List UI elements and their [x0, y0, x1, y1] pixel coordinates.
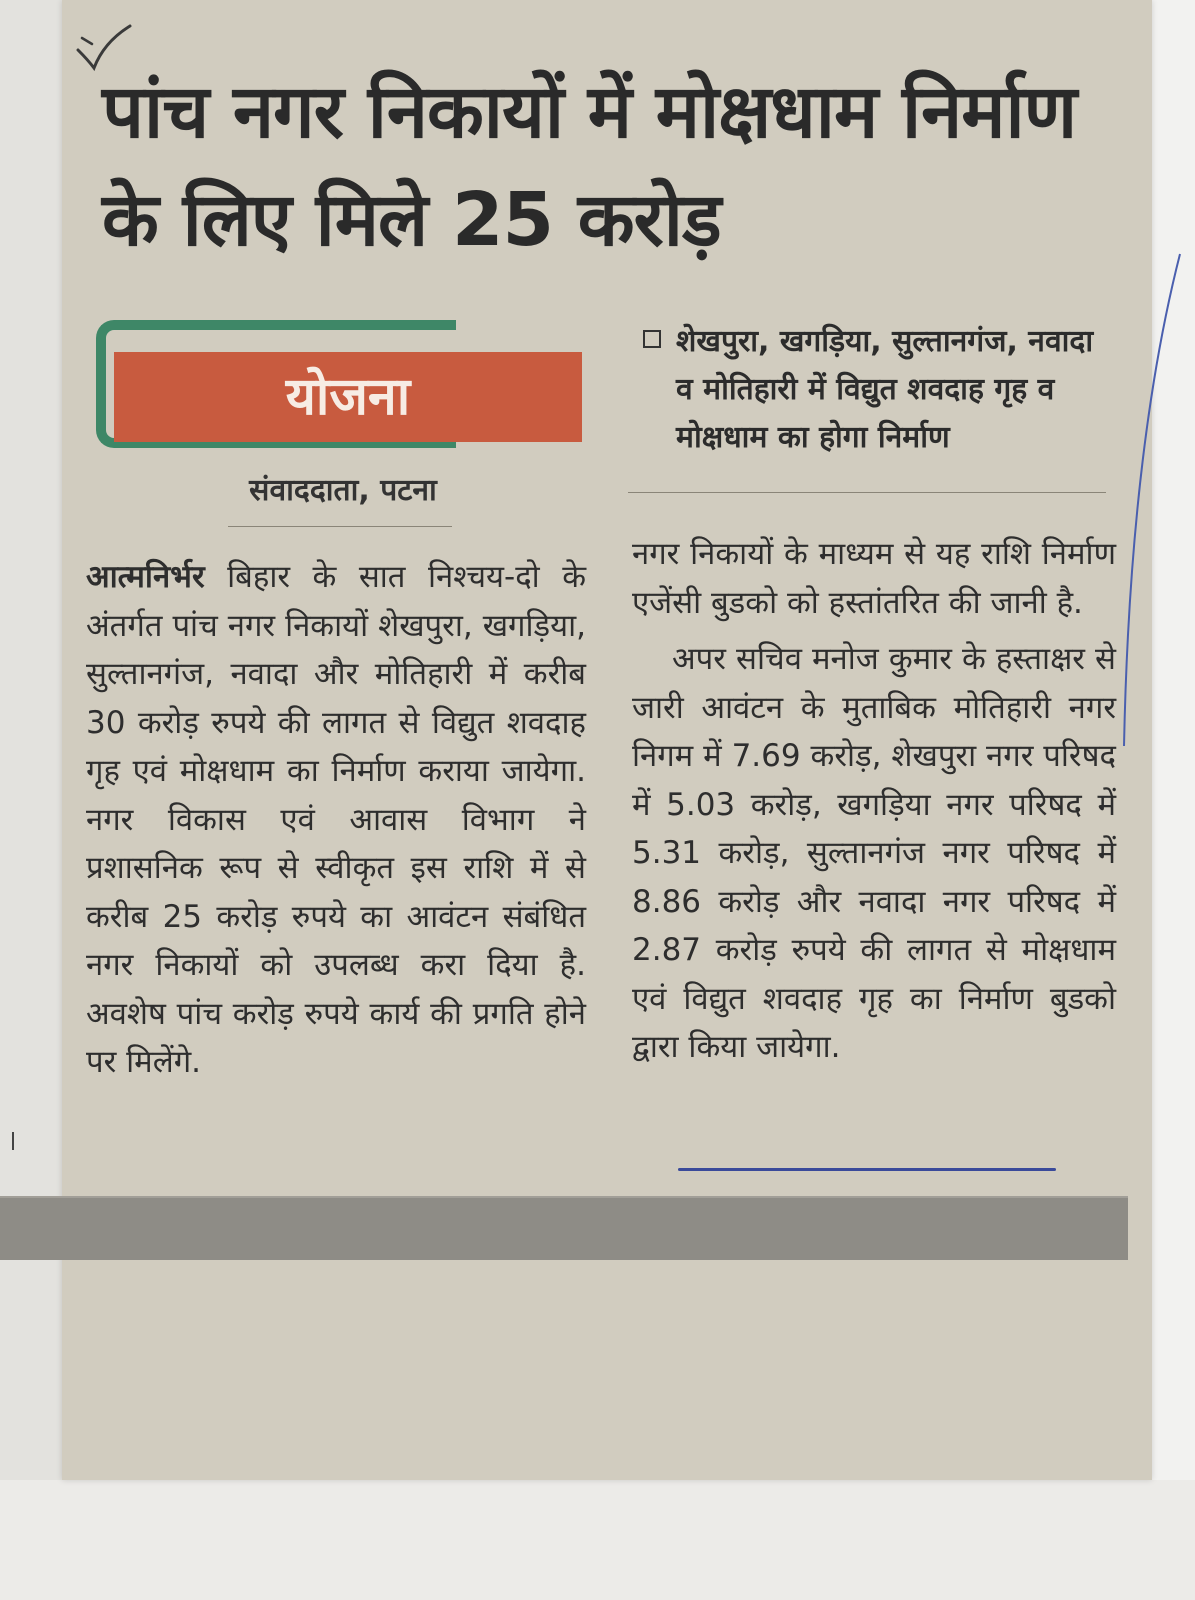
photo-background-bottom: [0, 1480, 1195, 1600]
body-column-right: [632, 530, 1116, 1072]
byline: संवाददाता, पटना: [249, 473, 437, 508]
body-column-left: [86, 553, 586, 1087]
body-left-text: बिहार के सात निश्चय-दो के अंतर्गत पांच नगर निकायों शेखपुरा, खगड़िया, सुल्तानगंज, नवादा और मोतिहारी में करीब 30 करोड़ रुपये की लागत से विद्युत शवदाह गृह एवं मोक्षधाम का निर्माण कराया जायेगा. नगर विकास एवं आवास विभाग ने प्रशासनिक रूप से स्वीकृत इस राशि में से करीब 25 करोड़ रुपये का आवंटन संबंधित नगर निकायों को उपलब्ध करा दिया है. अवशेष पांच करोड़ रुपये कार्य की प्रगति होने पर मिलेंगे.: [86, 559, 587, 1080]
square-bullet-icon: [643, 330, 661, 348]
section-badge: योजना: [114, 352, 582, 442]
body-right-paragraph-2: अपर सचिव मनोज कुमार के हस्ताक्षर से जारी आवंटन के मुताबिक मोतिहारी नगर निगम में 7.69 करोड़, शेखपुरा नगर परिषद में 5.03 करोड़, खगड़िया नगर परिषद में 5.31 करोड़, सुल्तानगंज नगर परिषद में 8.86 करोड़ और नवादा नगर परिषद में 2.87 करोड़ रुपये की लागत से मोक्षधाम एवं विद्युत शवदाह गृह का निर्माण बुडको द्वारा किया जायेगा.: [632, 641, 1116, 1065]
lead-word: आत्मनिर्भर: [86, 559, 205, 595]
body-right-paragraph-1: नगर निकायों के माध्यम से यह राशि निर्माण एजेंसी बुडको को हस्तांतरित की जानी है.: [632, 536, 1116, 621]
pen-stroke-mark: [1120, 250, 1190, 750]
article-headline: पांच नगर निकायों में मोक्षधाम निर्माण के लिए मिले 25 करोड़: [102, 69, 1077, 263]
subhead-divider: [628, 492, 1106, 493]
pen-underline-mark: [678, 1168, 1056, 1171]
byline-divider: [228, 526, 452, 527]
gray-band: [0, 1198, 1128, 1260]
column-edge-mark: [12, 1132, 14, 1150]
article-subhead: शेखपुरा, खगड़िया, सुल्तानगंज, नवादा व मोतिहारी में विद्युत शवदाह गृह व मोक्षधाम का होगा निर्माण: [676, 324, 1094, 455]
